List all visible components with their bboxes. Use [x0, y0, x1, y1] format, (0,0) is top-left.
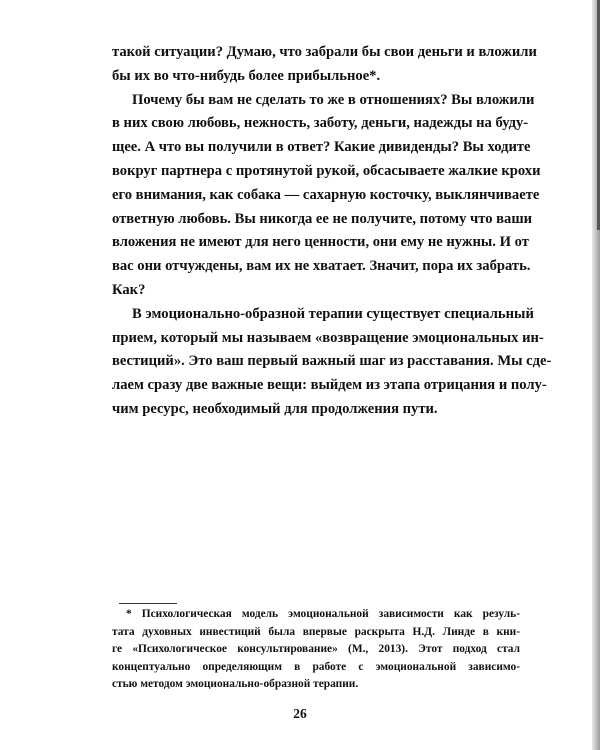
text-line: Почему бы вам не сделать то же в отношениях? Вы вложили	[132, 91, 535, 108]
footnote-line: концептуально определяющим в работе с эмоциональной зависимо-	[112, 660, 520, 673]
footnote-line: * Психологическая модель эмоциональной зависимости как резуль-	[126, 608, 520, 620]
paragraph-2	[112, 89, 541, 303]
text-line: лаем сразу две важные вещи: выйдем из этапа отрицания и полу-	[112, 377, 547, 394]
text-line: вас они отчуждены, вам их не хватает. Значит, пора их забрать.	[112, 258, 531, 275]
footnote-line: тата духовных инвестиций была впервые раскрыта Н.Д. Линде в кни-	[112, 625, 520, 638]
main-text	[112, 41, 552, 422]
text-line: ответную любовь. Вы никогда ее не получите, потому что ваши	[112, 210, 533, 227]
text-line: Как?	[112, 281, 146, 298]
footnote-separator	[119, 603, 177, 604]
text-line: его внимания, как собака — сахарную косточку, выклянчиваете	[112, 186, 540, 203]
page-number: 26	[293, 706, 307, 721]
text-line: щее. А что вы получили в ответ? Какие дивиденды? Вы ходите	[112, 139, 531, 156]
footnote	[112, 606, 520, 694]
text-line: вложения не имеют для него ценности, они ему не нужны. И от	[112, 234, 529, 251]
footnote-line: ге «Психологическое консультирование» (М., 2013). Этот подход стал	[112, 643, 520, 656]
text-line: бы их во что-нибудь более прибыльное*.	[112, 67, 381, 84]
text-line: В эмоционально-образной терапии существует специальный	[132, 305, 534, 322]
footnote-line: стью методом эмоционально-образной терапии.	[112, 678, 359, 691]
text-line: в них свою любовь, нежность, заботу, деньги, надежды на буду-	[112, 115, 529, 132]
paragraph-1	[112, 41, 537, 89]
text-line: чим ресурс, необходимый для продолжения пути.	[112, 400, 438, 417]
text-line: прием, который мы называем «возвращение эмоциональных ин-	[112, 329, 544, 346]
text-line: вокруг партнера с протянутой рукой, обсасываете жалкие крохи	[112, 162, 541, 179]
text-line: вестиций». Это ваш первый важный шаг из расставания. Мы сде-	[112, 353, 552, 370]
text-line: такой ситуации? Думаю, что забрали бы свои деньги и вложили	[112, 44, 537, 60]
paragraph-3	[112, 303, 552, 422]
